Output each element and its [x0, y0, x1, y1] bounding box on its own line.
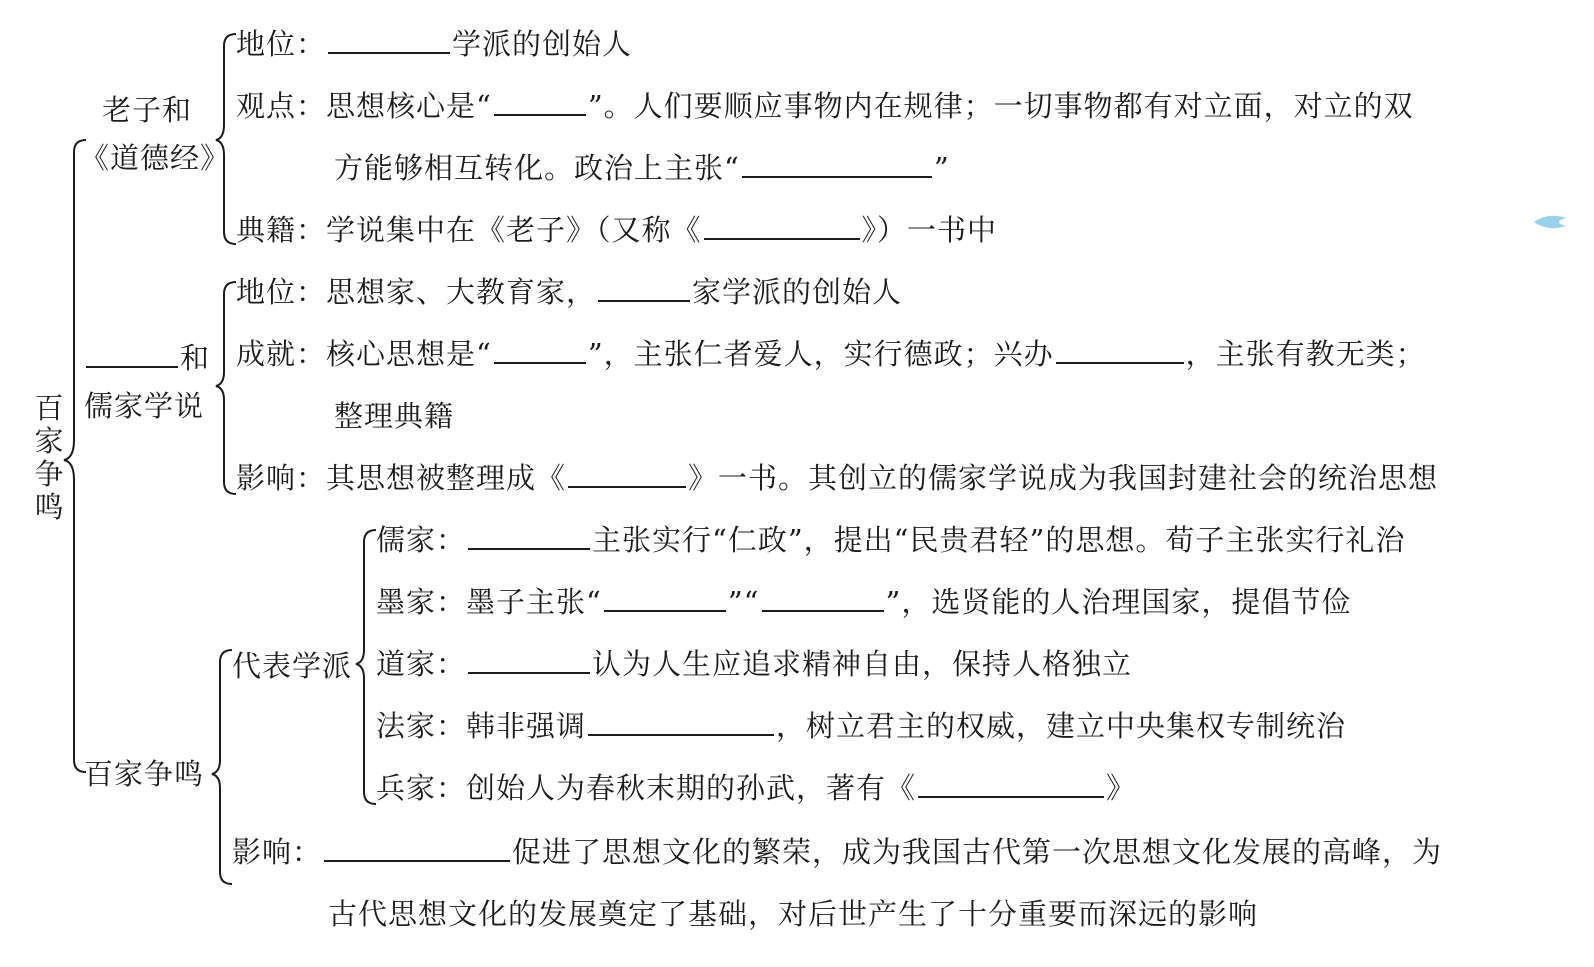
kongzi-influence-text1: 其思想被整理成《: [326, 461, 567, 495]
kongzi-influence-row: [236, 460, 1438, 496]
laozi-view-row2: [334, 150, 950, 186]
root-brace: [64, 140, 86, 772]
daojia-row: [376, 646, 1132, 682]
mojia-blank2[interactable]: [762, 584, 884, 612]
kongzi-title-line1: [84, 340, 210, 376]
mojia-text3: ”，选贤能的人治理国家，提倡节俭: [885, 585, 1352, 619]
kongzi-status-text2: 家学派的创始人: [692, 275, 903, 309]
root-title: 百 家 争 鸣: [34, 391, 64, 524]
laozi-view-text1: 思想核心是“: [326, 89, 492, 123]
kongzi-achievement-label: 成就：: [236, 337, 327, 371]
mojia-blank1[interactable]: [604, 584, 726, 612]
laozi-core-blank[interactable]: [494, 88, 586, 116]
laozi-book-text1: 学说集中在《老子》（又称《: [326, 213, 702, 247]
bai-influence-row: [232, 834, 1442, 870]
bingjia-text2: 》: [1106, 771, 1137, 805]
laozi-school-blank[interactable]: [328, 26, 450, 54]
laozi-status-label: 地位：: [236, 27, 327, 61]
laozi-status-text: 学派的创始人: [452, 27, 633, 61]
fajia-row: [376, 708, 1346, 744]
laozi-status-row: [236, 26, 632, 62]
rujia-label: 儒家：: [376, 523, 467, 557]
kongzi-school-founded-blank[interactable]: [1056, 336, 1184, 364]
kongzi-achievement-text3: ，主张有教无类；: [1185, 337, 1426, 371]
mojia-text2: ”“: [727, 585, 760, 619]
rujia-blank[interactable]: [468, 522, 590, 550]
mojia-row: [376, 584, 1351, 620]
kongzi-influence-label: 影响：: [236, 461, 327, 495]
kongzi-achievement-text1: 核心思想是“: [326, 337, 492, 371]
mojia-text1: 墨子主张“: [466, 585, 602, 619]
laozi-view-label: 观点：: [236, 89, 327, 123]
fajia-text2: ，树立君主的权威，建立中央集权专制统治: [776, 709, 1347, 743]
kongzi-name-blank[interactable]: [86, 340, 178, 368]
bai-influence-label: 影响：: [232, 835, 323, 869]
laozi-title-line1: 老子和: [102, 93, 193, 127]
laozi-book-text2: 》）一书中: [861, 213, 998, 247]
laozi-title-line2: 《道德经》: [80, 141, 231, 175]
kongzi-status-row: [236, 274, 902, 310]
bai-influence-row2: 古代思想文化的发展奠定了基础，对后世产生了十分重要而深远的影响: [328, 897, 1259, 931]
laozi-book-blank[interactable]: [704, 212, 860, 240]
rujia-row: [376, 522, 1405, 558]
kongzi-status-text1: 思想家、大教育家，: [326, 275, 597, 309]
laozi-book-label: 典籍：: [236, 213, 327, 247]
kongzi-school-blank[interactable]: [598, 274, 690, 302]
rujia-text: 主张实行“仁政”，提出“民贵君轻”的思想。荀子主张实行礼治: [592, 523, 1406, 557]
mojia-label: 墨家：: [376, 585, 467, 619]
daojia-blank[interactable]: [468, 646, 590, 674]
daojia-text: 认为人生应追求精神自由，保持人格独立: [592, 647, 1133, 681]
kongzi-status-label: 地位：: [236, 275, 327, 309]
bai-brace: [212, 650, 232, 884]
kongzi-influence-text2: 》一书。其创立的儒家学说成为我国封建社会的统治思想: [688, 461, 1439, 495]
laozi-book-row: [236, 212, 997, 248]
laozi-brace: [216, 34, 236, 244]
bingjia-label: 兵家：: [376, 771, 467, 805]
kongzi-book-blank[interactable]: [568, 460, 686, 488]
blue-ink-mark-icon: [1530, 210, 1570, 234]
bingjia-row: [376, 770, 1136, 806]
schools-brace: [356, 530, 376, 804]
laozi-view-text3: 方能够相互转化。政治上主张“: [334, 151, 740, 185]
bingjia-blank[interactable]: [918, 770, 1104, 798]
kongzi-brace: [216, 282, 236, 494]
kongzi-achievement-row: [236, 336, 1426, 372]
fajia-label: 法家：: [376, 709, 467, 743]
kongzi-title-line2: 儒家学说: [84, 389, 205, 423]
daojia-label: 道家：: [376, 647, 467, 681]
kongzi-title-text: 和: [180, 341, 211, 375]
bingjia-text1: 创始人为春秋末期的孙武，著有《: [466, 771, 917, 805]
fajia-blank[interactable]: [588, 708, 774, 736]
bai-title: 百家争鸣: [84, 757, 205, 791]
laozi-politics-blank[interactable]: [742, 150, 932, 178]
schools-label: 代表学派: [232, 649, 353, 683]
bai-influence-blank[interactable]: [324, 834, 510, 862]
fajia-text1: 韩非强调: [466, 709, 587, 743]
bai-influence-text1: 促进了思想文化的繁荣，成为我国古代第一次思想文化发展的高峰，为: [512, 835, 1443, 869]
kongzi-achievement-text2: ”，主张仁者爱人，实行德政；兴办: [587, 337, 1054, 371]
laozi-view-row: [236, 88, 1414, 124]
kongzi-core-blank[interactable]: [494, 336, 586, 364]
laozi-view-text2: ”。人们要顺应事物内在规律；一切事物都有对立面，对立的双: [587, 89, 1414, 123]
laozi-view-text4: ”: [933, 151, 950, 185]
kongzi-achievement-row2: 整理典籍: [334, 399, 455, 433]
